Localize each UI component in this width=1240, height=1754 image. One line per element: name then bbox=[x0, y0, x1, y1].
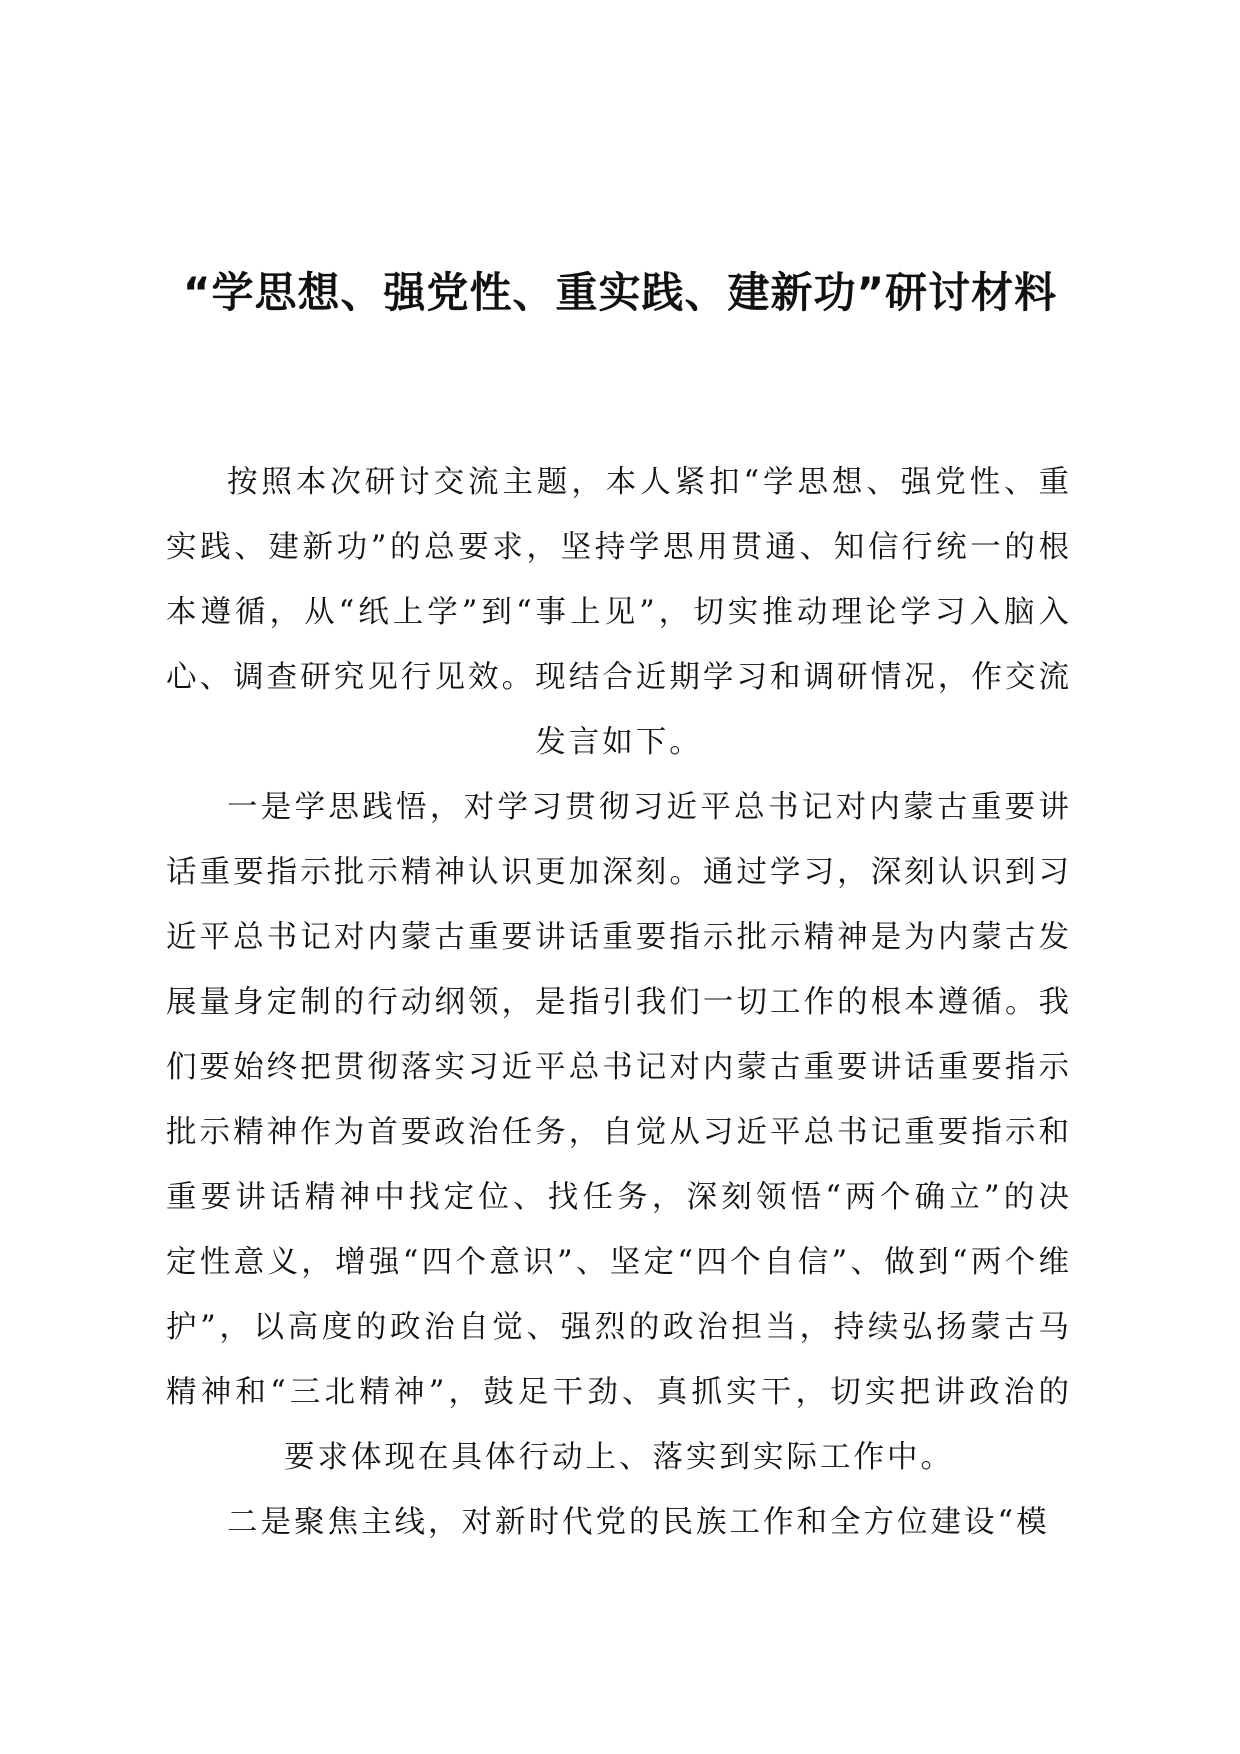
document-body bbox=[166, 450, 1072, 1555]
paragraph-point-one: 一是学思践悟，对学习贯彻习近平总书记对内蒙古重要讲话重要指示批示精神认识更加深刻。通过学习，深刻认识到习近平总书记对内蒙古重要讲话重要指示批示精神是为内蒙古发展量身定制的行动纲领，是指引我们一切工作的根本遵循。我们要始终把贯彻落实习近平总书记对内蒙古重要讲话重要指示批示精神作为首要政治任务，自觉从习近平总书记重要指示和重要讲话精神中找定位、找任务，深刻领悟“两个确立”的决定性意义，增强“四个意识”、坚定“四个自信”、做到“两个维护”，以高度的政治自觉、强烈的政治担当，持续弘扬蒙古马精神和“三北精神”，鼓足干劲、真抓实干，切实把讲政治的要求体现在具体行动上、落实到实际工作中。 bbox=[166, 790, 1072, 1475]
paragraph-intro: 按照本次研讨交流主题，本人紧扣“学思想、强党性、重实践、建新功”的总要求，坚持学思用贯通、知信行统一的根本遵循，从“纸上学”到“事上见”，切实推动理论学习入脑入心、调查研究见行见效。现结合近期学习和调研情况，作交流发言如下。 bbox=[166, 465, 1072, 760]
document-title: “学思想、强党性、重实践、建新功”研讨材料 bbox=[182, 268, 1058, 317]
paragraph-point-two: 二是聚焦主线，对新时代党的民族工作和全方位建设“模 bbox=[227, 1505, 1050, 1540]
